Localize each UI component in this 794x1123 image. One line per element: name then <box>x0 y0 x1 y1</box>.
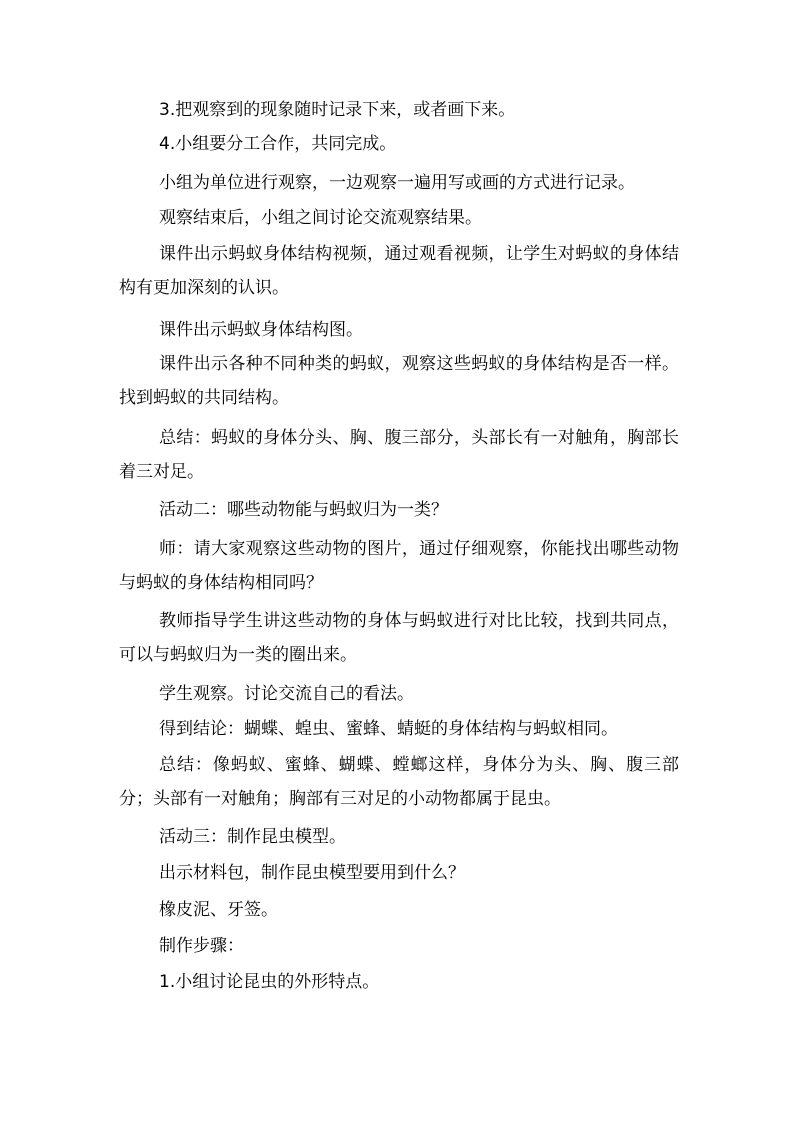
paragraph-ant-summary: 总结：蚂蚁的身体分头、胸、腹三部分，头部长有一对触角，胸部长着三对足。 <box>119 428 679 482</box>
paragraph-ant-video: 课件出示蚂蚁身体结构视频，通过观看视频，让学生对蚂蚁的身体结构有更加深刻的认识。 <box>119 244 679 298</box>
paragraph-ant-varieties: 课件出示各种不同种类的蚂蚁，观察这些蚂蚁的身体结构是否一样。找到蚂蚁的共同结构。 <box>119 354 679 408</box>
paragraph-activity-two: 活动二：哪些动物能与蚂蚁归为一类？ <box>159 500 448 520</box>
paragraph-step-1: 1.小组讨论昆虫的外形特点。 <box>159 972 380 992</box>
paragraph-group-observation: 小组为单位进行观察，一边观察一遍用写或画的方式进行记录。 <box>159 173 635 193</box>
paragraph-observation-discussion: 观察结束后，小组之间讨论交流观察结果。 <box>159 208 482 228</box>
paragraph-step-3: 3.把观察到的现象随时记录下来，或者画下来。 <box>159 100 516 120</box>
paragraph-material-pack: 出示材料包，制作昆虫模型要用到什么？ <box>159 863 465 883</box>
paragraph-student-discussion: 学生观察。讨论交流自己的看法。 <box>159 684 414 704</box>
paragraph-teacher-guidance: 教师指导学生讲这些动物的身体与蚂蚁进行对比比较，找到共同点，可以与蚂蚁归为一类的圈出来。 <box>119 611 679 665</box>
paragraph-steps-heading: 制作步骤： <box>159 936 244 956</box>
paragraph-activity-three: 活动三：制作昆虫模型。 <box>159 827 346 847</box>
paragraph-ant-structure-diagram: 课件出示蚂蚁身体结构图。 <box>159 320 363 340</box>
paragraph-materials: 橡皮泥、牙签。 <box>159 900 278 920</box>
paragraph-conclusion: 得到结论：蝴蝶、蝗虫、蜜蜂、蜻蜓的身体结构与蚂蚁相同。 <box>159 719 618 739</box>
paragraph-step-4: 4.小组要分工合作，共同完成。 <box>159 134 397 154</box>
paragraph-insect-summary: 总结：像蚂蚁、蜜蜂、蝴蝶、螳螂这样，身体分为头、胸、腹三部分；头部有一对触角；胸部有三对足的小动物都属于昆虫。 <box>119 755 679 809</box>
paragraph-teacher-question: 师：请大家观察这些动物的图片，通过仔细观察，你能找出哪些动物与蚂蚁的身体结构相同吗？ <box>119 539 679 593</box>
